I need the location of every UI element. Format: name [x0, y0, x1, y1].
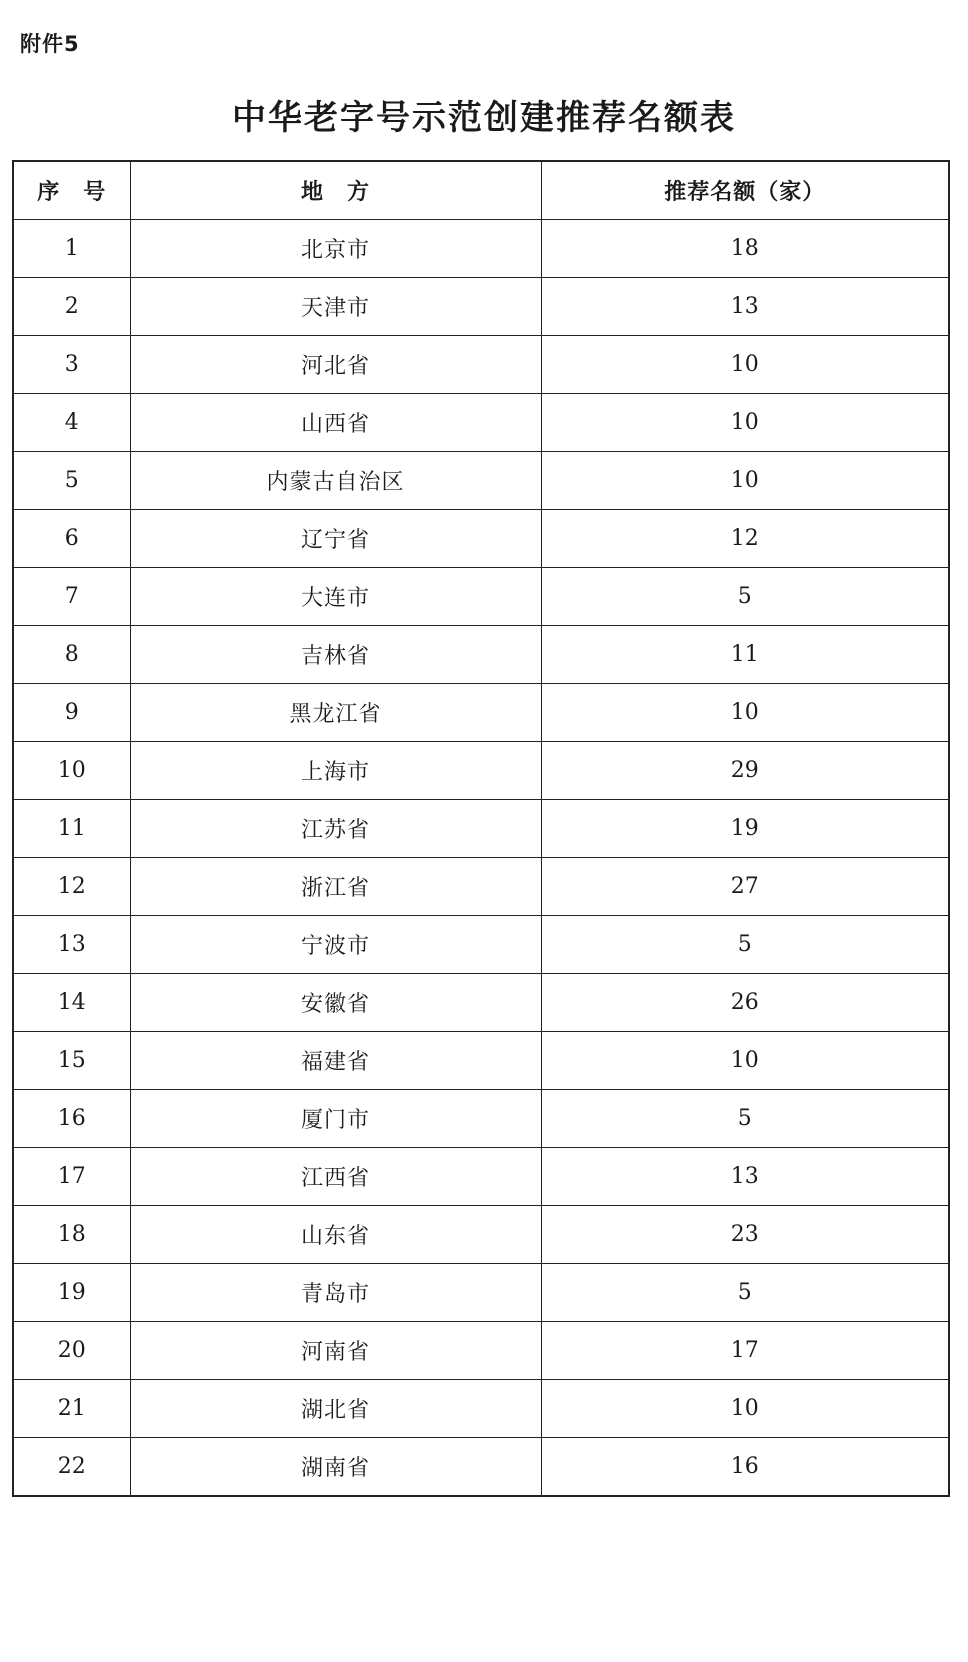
cell-region: 天津市: [130, 278, 541, 336]
cell-quota: 19: [541, 800, 949, 858]
cell-quota: 5: [541, 916, 949, 974]
cell-index: 9: [13, 684, 130, 742]
cell-quota: 5: [541, 568, 949, 626]
cell-index: 22: [13, 1438, 130, 1497]
cell-quota: 10: [541, 336, 949, 394]
cell-index: 12: [13, 858, 130, 916]
cell-index: 6: [13, 510, 130, 568]
table-row: [13, 974, 949, 1032]
cell-region: 辽宁省: [130, 510, 541, 568]
cell-index: 7: [13, 568, 130, 626]
cell-region: 青岛市: [130, 1264, 541, 1322]
table-row: [13, 858, 949, 916]
cell-index: 5: [13, 452, 130, 510]
cell-region: 山西省: [130, 394, 541, 452]
cell-region: 河北省: [130, 336, 541, 394]
cell-quota: 10: [541, 452, 949, 510]
cell-quota: 27: [541, 858, 949, 916]
cell-quota: 5: [541, 1090, 949, 1148]
cell-index: 13: [13, 916, 130, 974]
table-row: [13, 800, 949, 858]
cell-quota: 23: [541, 1206, 949, 1264]
cell-quota: 11: [541, 626, 949, 684]
attachment-label: 附件5: [20, 32, 80, 56]
table-row: [13, 568, 949, 626]
cell-region: 安徽省: [130, 974, 541, 1032]
cell-region: 大连市: [130, 568, 541, 626]
table-row: [13, 626, 949, 684]
cell-index: 16: [13, 1090, 130, 1148]
cell-index: 14: [13, 974, 130, 1032]
header-quota: 推荐名额（家）: [541, 161, 949, 220]
table-row: [13, 452, 949, 510]
table-row: [13, 1438, 949, 1497]
cell-region: 河南省: [130, 1322, 541, 1380]
table-row: [13, 684, 949, 742]
cell-index: 2: [13, 278, 130, 336]
cell-region: 内蒙古自治区: [130, 452, 541, 510]
table-row: [13, 916, 949, 974]
cell-region: 黑龙江省: [130, 684, 541, 742]
cell-region: 江苏省: [130, 800, 541, 858]
cell-index: 15: [13, 1032, 130, 1090]
cell-index: 8: [13, 626, 130, 684]
table-row: [13, 336, 949, 394]
cell-quota: 26: [541, 974, 949, 1032]
cell-region: 福建省: [130, 1032, 541, 1090]
cell-quota: 10: [541, 394, 949, 452]
cell-quota: 18: [541, 220, 949, 278]
cell-region: 厦门市: [130, 1090, 541, 1148]
cell-index: 10: [13, 742, 130, 800]
table-row: [13, 1380, 949, 1438]
cell-quota: 17: [541, 1322, 949, 1380]
cell-index: 1: [13, 220, 130, 278]
cell-quota: 10: [541, 1380, 949, 1438]
cell-region: 宁波市: [130, 916, 541, 974]
cell-region: 吉林省: [130, 626, 541, 684]
cell-region: 上海市: [130, 742, 541, 800]
cell-index: 20: [13, 1322, 130, 1380]
cell-index: 18: [13, 1206, 130, 1264]
table-row: [13, 220, 949, 278]
cell-region: 浙江省: [130, 858, 541, 916]
cell-quota: 5: [541, 1264, 949, 1322]
cell-index: 19: [13, 1264, 130, 1322]
cell-region: 山东省: [130, 1206, 541, 1264]
cell-quota: 29: [541, 742, 949, 800]
cell-quota: 16: [541, 1438, 949, 1497]
table-row: [13, 1032, 949, 1090]
cell-index: 4: [13, 394, 130, 452]
page-title: 中华老字号示范创建推荐名额表: [232, 98, 736, 138]
cell-quota: 13: [541, 1148, 949, 1206]
table-row: [13, 1264, 949, 1322]
cell-index: 11: [13, 800, 130, 858]
cell-region: 湖北省: [130, 1380, 541, 1438]
cell-region: 江西省: [130, 1148, 541, 1206]
header-region: 地 方: [130, 161, 541, 220]
table-row: [13, 510, 949, 568]
table-row: [13, 1090, 949, 1148]
table-row: [13, 1148, 949, 1206]
table-row: [13, 278, 949, 336]
table-header: [13, 161, 949, 220]
header-row: [13, 161, 949, 220]
table-row: [13, 394, 949, 452]
cell-quota: 10: [541, 1032, 949, 1090]
cell-index: 3: [13, 336, 130, 394]
quota-table: [12, 160, 950, 1497]
cell-region: 湖南省: [130, 1438, 541, 1497]
table-body: [13, 220, 949, 1497]
cell-region: 北京市: [130, 220, 541, 278]
table-row: [13, 1322, 949, 1380]
header-index: 序 号: [13, 161, 130, 220]
cell-quota: 13: [541, 278, 949, 336]
cell-index: 17: [13, 1148, 130, 1206]
table-row: [13, 1206, 949, 1264]
table-row: [13, 742, 949, 800]
cell-quota: 12: [541, 510, 949, 568]
cell-index: 21: [13, 1380, 130, 1438]
cell-quota: 10: [541, 684, 949, 742]
